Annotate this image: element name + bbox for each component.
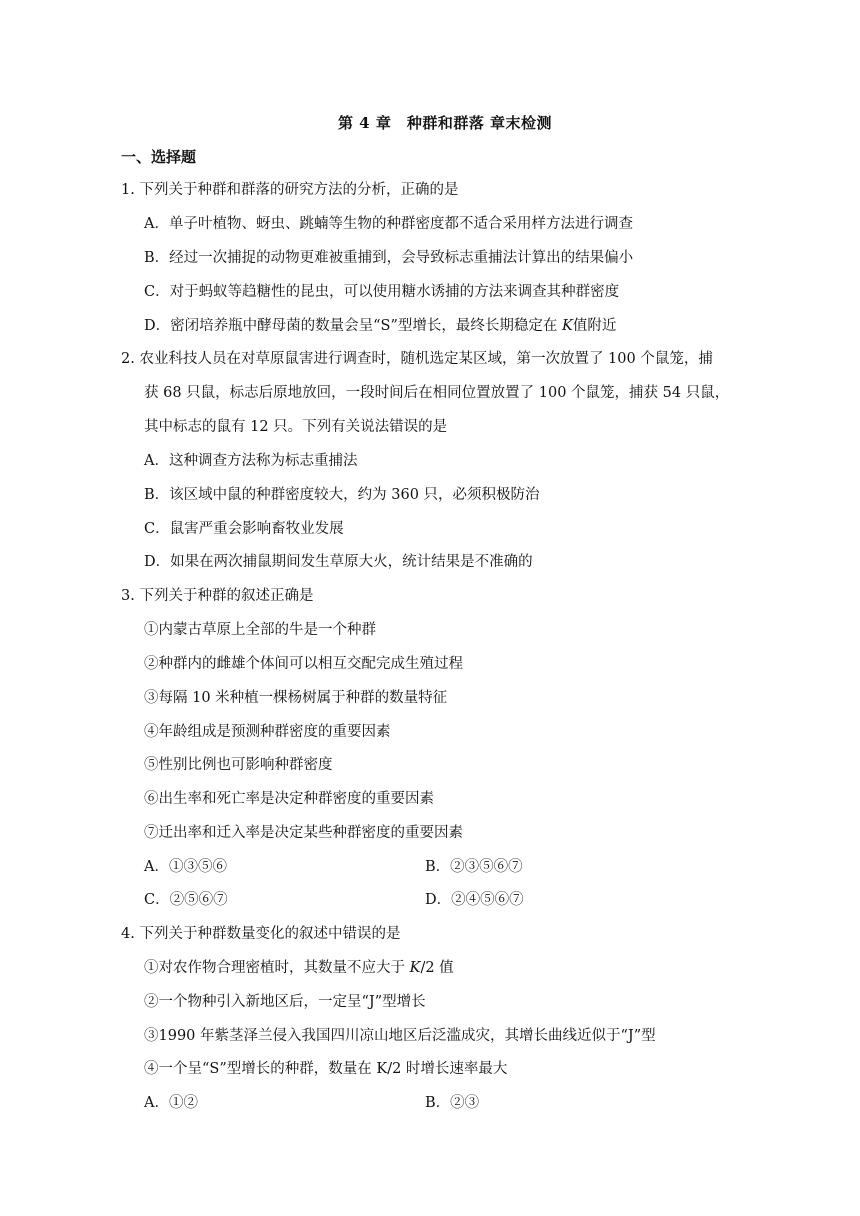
question-2-option-b: B．该区域中鼠的种群密度较大，约为 360 只，必须积极防治 <box>144 487 540 503</box>
question-3-statement-5: ⑤性别比例也可影响种群密度 <box>144 757 333 773</box>
question-1-option-c: C．对于蚂蚁等趋糖性的昆虫，可以使用糖水诱捕的方法来调查其种群密度 <box>144 284 620 300</box>
question-3-statement-4: ④年龄组成是预测种群密度的重要因素 <box>144 724 391 740</box>
question-3-statement-2: ②种群内的雌雄个体间可以相互交配完成生殖过程 <box>144 656 463 672</box>
question-3-statement-1: ①内蒙古草原上全部的牛是一个种群 <box>144 622 376 638</box>
question-2-option-a: A．这种调查方法称为标志重捕法 <box>144 453 358 469</box>
question-4-option-a: A．①② <box>144 1095 198 1111</box>
question-2-option-c: C．鼠害严重会影响畜牧业发展 <box>144 521 344 537</box>
question-4-statement-2: ②一个物种引入新地区后，一定呈“J”型增长 <box>144 994 426 1010</box>
question-3-stem: 3. 下列关于种群的叙述正确是 <box>121 588 314 604</box>
question-3-statement-3: ③每隔 10 米种植一棵杨树属于种群的数量特征 <box>144 690 448 706</box>
question-3-option-d: D．②④⑤⑥⑦ <box>425 892 524 908</box>
question-1-option-d: D．密闭培养瓶中酵母菌的数量会呈“S”型增长，最终长期稳定在 K值附近 <box>144 318 617 334</box>
question-1-option-a: A．单子叶植物、蚜虫、跳蝻等生物的种群密度都不适合采用样方法进行调查 <box>144 216 633 232</box>
question-2-option-d: D．如果在两次捕鼠期间发生草原大火，统计结果是不准确的 <box>144 554 533 570</box>
question-1-stem: 1. 下列关于种群和群落的研究方法的分析，正确的是 <box>121 182 459 198</box>
question-2-stem-line-1: 2. 农业科技人员在对草原鼠害进行调查时，随机选定某区域，第一次放置了 100 个鼠笼，捕 <box>121 351 713 367</box>
section-heading: 一、选择题 <box>121 148 197 166</box>
question-4-stem: 4. 下列关于种群数量变化的叙述中错误的是 <box>121 926 401 942</box>
page-title: 第 4 章 种群和群落 章末检测 <box>337 114 553 132</box>
question-4-statement-1: ①对农作物合理密植时，其数量不应大于 K/2 值 <box>144 960 454 976</box>
question-4-statement-3: ③1990 年紫茎泽兰侵入我国四川凉山地区后泛滥成灾，其增长曲线近似于“J”型 <box>144 1028 656 1044</box>
question-4-statement-4: ④一个呈“S”型增长的种群，数量在 K/2 时增长速率最大 <box>144 1061 508 1077</box>
question-3-option-a: A．①③⑤⑥ <box>144 859 227 875</box>
question-3-option-c: C．②⑤⑥⑦ <box>144 892 228 908</box>
question-2-stem-line-2: 获 68 只鼠，标志后原地放回，一段时间后在相同位置放置了 100 个鼠笼，捕获 54 只鼠， <box>144 385 730 401</box>
question-3-statement-7: ⑦迁出率和迁入率是决定某些种群密度的重要因素 <box>144 825 463 841</box>
question-3-option-b: B．②③⑤⑥⑦ <box>425 859 523 875</box>
question-2-stem-line-3: 其中标志的鼠有 12 只。下列有关说法错误的是 <box>144 419 448 435</box>
question-1-option-b: B．经过一次捕捉的动物更难被重捕到，会导致标志重捕法计算出的结果偏小 <box>144 250 634 266</box>
question-4-option-b: B．②③ <box>425 1095 480 1111</box>
question-3-statement-6: ⑥出生率和死亡率是决定种群密度的重要因素 <box>144 791 434 807</box>
